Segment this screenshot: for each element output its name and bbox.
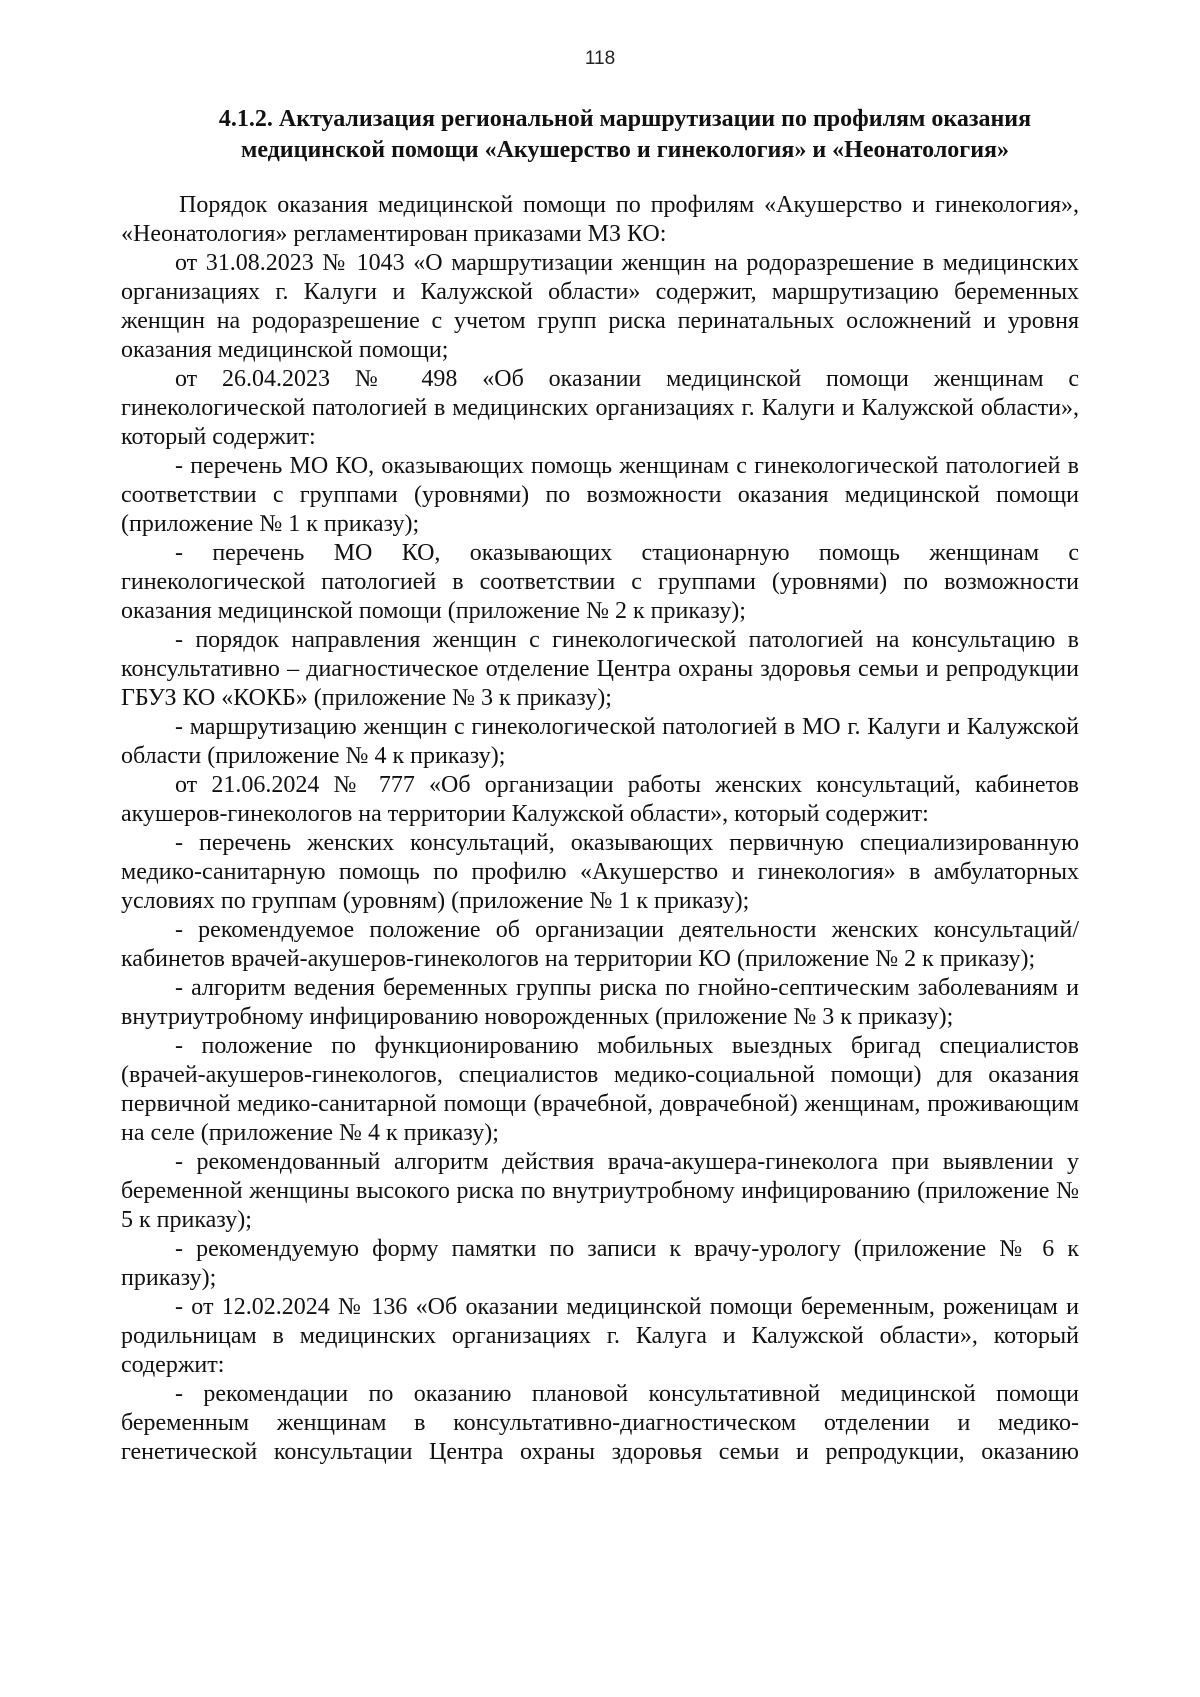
section-heading-line-1: 4.1.2. Актуализация региональной маршрутизации по профилям оказания bbox=[218, 106, 1032, 132]
section-heading-line-2: медицинской помощи «Акушерство и гинекология» и «Неонатология» bbox=[240, 137, 1010, 163]
list-item: - алгоритм ведения беременных группы риска по гнойно-септическим заболеваниям и внутриутробному инфицированию новорожденных (приложение № 3 к приказу); bbox=[121, 975, 1079, 1030]
section-heading bbox=[180, 104, 1070, 166]
list-item: - перечень МО КО, оказывающих стационарную помощь женщинам с гинекологической патологией в соответствии с группами (уровнями) по возможности оказания медицинской помощи (приложение № 2 к приказу); bbox=[121, 540, 1079, 624]
paragraph-order-498: от 26.04.2023 № 498 «Об оказании медицинской помощи женщинам с гинекологической патологией в медицинских организациях г. Калуги и Калужской области», который содержит: bbox=[121, 366, 1079, 450]
list-item: - порядок направления женщин с гинекологической патологией на консультацию в консультативно – диагностическое отделение Центра охраны здоровья семьи и репродукции ГБУЗ КО «КОКБ» (приложение № 3 к приказу); bbox=[121, 627, 1079, 711]
list-item: - маршрутизацию женщин с гинекологической патологией в МО г. Калуги и Калужской области (приложение № 4 к приказу); bbox=[121, 714, 1079, 769]
list-item: - рекомендуемую форму памятки по записи к врачу-урологу (приложение № 6 к приказу); bbox=[121, 1236, 1079, 1291]
paragraph-order-777: от 21.06.2024 № 777 «Об организации работы женских консультаций, кабинетов акушеров-гинекологов на территории Калужской области», который содержит: bbox=[121, 772, 1079, 827]
paragraph-intro: Порядок оказания медицинской помощи по профилям «Акушерство и гинекология», «Неонатология» регламентирован приказами МЗ КО: bbox=[121, 192, 1079, 247]
list-item: - перечень женских консультаций, оказывающих первичную специализированную медико-санитарную помощь по профилю «Акушерство и гинекология» в амбулаторных условиях по группам (уровням) (приложение № 1 к приказу); bbox=[121, 830, 1079, 914]
list-item: - положение по функционированию мобильных выездных бригад специалистов (врачей-акушеров-гинекологов, специалистов медико-социальной помощи) для оказания первичной медико-санитарной помощи (врачебной, доврачебной) женщинам, проживающим на селе (приложение № 4 к приказу); bbox=[121, 1033, 1079, 1146]
list-item: - рекомендации по оказанию плановой консультативной медицинской помощи беременным женщинам в консультативно-диагностическом отделении и медико-генетической консультации Центра охраны здоровья семьи и репродукции, оказанию bbox=[121, 1381, 1079, 1465]
list-item: - рекомендованный алгоритм действия врача-акушера-гинеколога при выявлении у беременной женщины высокого риска по внутриутробному инфицированию (приложение № 5 к приказу); bbox=[121, 1149, 1079, 1233]
paragraph-order-136: - от 12.02.2024 № 136 «Об оказании медицинской помощи беременным, роженицам и родильницам в медицинских организациях г. Калуга и Калужской области», который содержит: bbox=[121, 1294, 1079, 1378]
paragraph-order-1043: от 31.08.2023 № 1043 «О маршрутизации женщин на родоразрешение в медицинских организациях г. Калуги и Калужской области» содержит, маршрутизацию беременных женщин на родоразрешение с учетом групп риска перинатальных осложнений и уровня оказания медицинской помощи; bbox=[121, 250, 1079, 363]
body-text bbox=[121, 191, 1079, 1467]
list-item: - рекомендуемое положение об организации деятельности женских консультаций/кабинетов врачей-акушеров-гинекологов на территории КО (приложение № 2 к приказу); bbox=[121, 917, 1079, 972]
page-number: 118 bbox=[584, 48, 616, 69]
list-item: - перечень МО КО, оказывающих помощь женщинам с гинекологической патологией в соответствии с группами (уровнями) по возможности оказания медицинской помощи (приложение № 1 к приказу); bbox=[121, 453, 1079, 537]
